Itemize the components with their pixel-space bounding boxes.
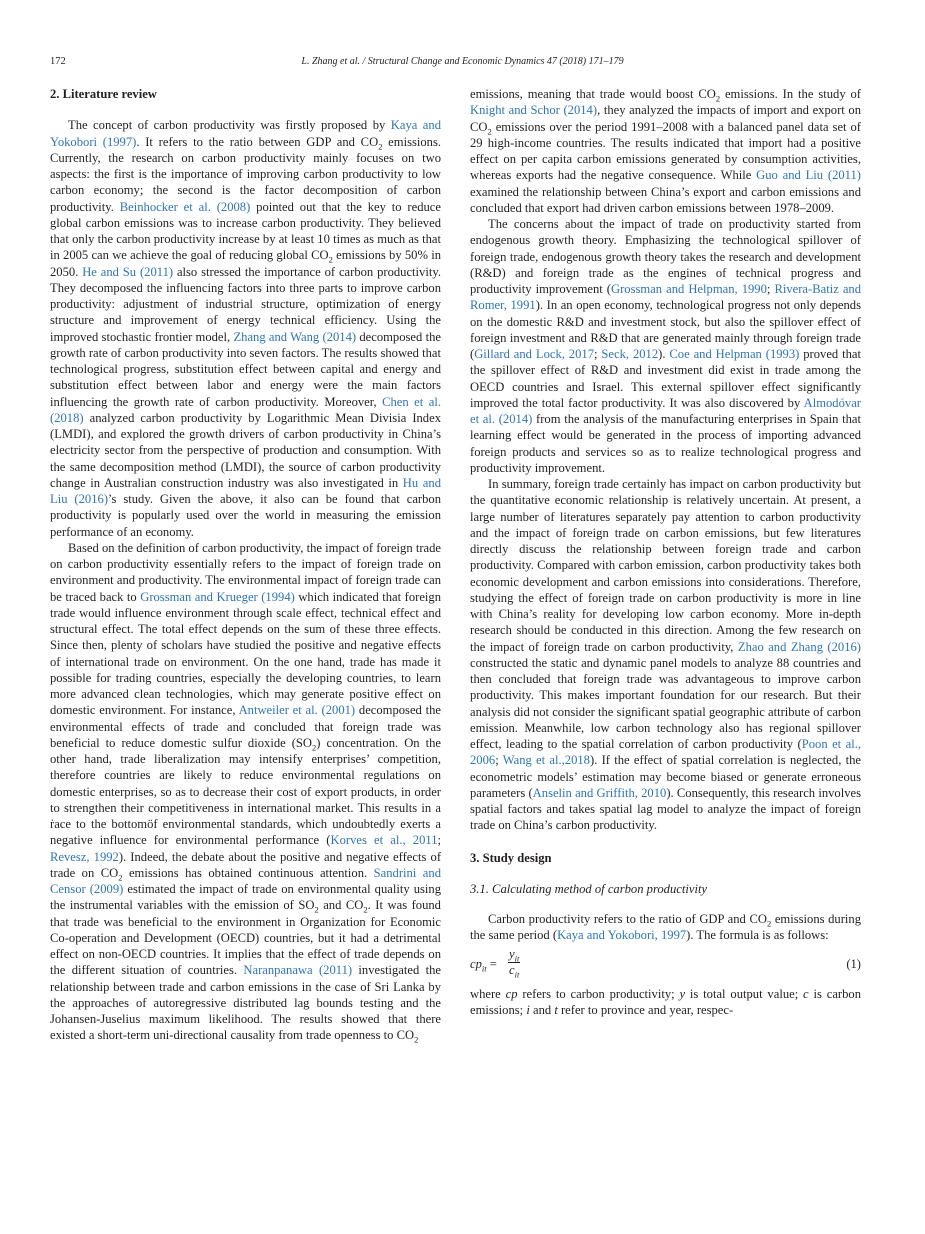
citation-link[interactable]: Anselin and Griffith, 2010 [532, 785, 667, 800]
left-column [50, 86, 441, 1044]
page-number: 172 [50, 56, 66, 67]
right-column [470, 86, 861, 1018]
citation-link[interactable]: Poon et al., 2006 [470, 737, 862, 768]
running-header: L. Zhang et al. / Structural Change and Economic Dynamics 47 (2018) 171–179 [301, 56, 624, 67]
equation-denominator: $c_{it}$ [509, 962, 520, 980]
citation-link[interactable]: Grossman and Helpman, 1990 [611, 282, 767, 296]
citation-link[interactable]: Gillard and Lock, 2017 [474, 347, 594, 361]
citation-link[interactable]: Sandrini and Censor (2009) [50, 865, 441, 896]
paragraph: Carbon productivity refers to the ratio of GDP and $CO_2$ emissions during the same period (Kaya and Yokobori, 1997). The formula is as follows: [470, 912, 862, 943]
citation-link[interactable]: He and Su (2011) [82, 264, 174, 279]
citation-link[interactable]: Kaya and Yokobori, 1997 [557, 928, 687, 943]
section-heading: 2. Literature review [50, 87, 157, 101]
subsection-heading: 3.1. Calculating method of carbon productivity [470, 881, 708, 896]
paragraph: In summary, foreign trade certainly has impact on carbon productivity but the quantitative economic relationship is relatively uncertain. At present, a large number of literatures separately pay attention to carbon productivity and the impact of foreign trade on carbon emissions, but few literatures directly discuss the relationship between foreign trade and carbon productivity. Compared with carbon emission, carbon productivity takes both economic development and carbon emissions into considerations. Therefore, studying the effect of foreign trade on carbon productivity is more in line with China’s reality for developing low carbon economy. More in-depth research should be conducted in this direction. Among the few research on the impact of foreign trade on carbon productivity, Zhao and Zhang (2016) constructed the static and dynamic panel models to analyze 88 countries and then concluded that foreign trade was advantageous to improve carbon productivity. This makes important foundation for our research. But their analysis did not consider the significant spatial geographic attribute of carbon emission. Meanwhile, low carbon technology also has regional spillover effect, leading to the spatial correlation of carbon productivity (Poon et al., 2006; Wang et al.,2018). If the effect of spatial correlation is neglected, the econometric models’ estimation may become biased or generate erroneous parameters (Anselin and Griffith, 2010). Consequently, this research involves spatial factors and takes spatial lag model to analyze the impact of foreign trade on China’s carbon productivity. [470, 477, 862, 833]
citation-link[interactable]: Guo and Liu (2011) [756, 168, 861, 183]
citation-link[interactable]: Zhao and Zhang (2016) [737, 639, 861, 654]
equation-numerator: $y_{it}$ [509, 946, 520, 964]
citation-link[interactable]: Seck, 2012 [601, 347, 659, 361]
paragraph: The concerns about the impact of trade on productivity started from endogenous growth theory. Emphasizing the technological spillover of foreign trade, endogenous growth theory takes the research and development (R&D) and foreign trade as the engines of technical progress and productivity improvement (Grossman and Helpman, 1990; Rivera-Batiz and Romer, 1991). In an open economy, technological progress not only depends on the domestic R&D and investment stock, but also the spillover effect of foreign investment and R&D that are generated mainly through foreign trade (Gillard and Lock, 2017; Seck, 2012). Coe and Helpman (1993) proved that the spillover effect of R&D and investment did exist in trade among the OECD countries and Israel. This external spillover effect significantly improved the total factor productivity. It was also discovered by Almodóvar et al. (2014) from the analysis of the manufacturing enterprises in Spain that learning effect would be generated in the process of importing advanced foreign products and services so as to realize technological progress and productivity improvement. [470, 217, 862, 475]
citation-link[interactable]: Knight and Schor (2014) [470, 103, 598, 118]
citation-link[interactable]: Antweiler et al. (2001) [238, 703, 356, 718]
paragraph: Based on the definition of carbon productivity, the impact of foreign trade on carbon productivity essentially refers to the impact of foreign trade on environment and productivity. The environmental impact of foreign trade can be traced back to Grossman and Krueger (1994) which indicated that foreign trade would influence environment through scale effect, technical effect and structural effect. The total effect depends on the sum of these three effects. Since then, plenty of scholars have studied the positive and negative effects of international trade on environment. On the one hand, trade has made it possible for trading countries, especially the developing countries, to learn more advanced clean technologies, which may generate positive effect on domestic environment. For instance, Antweiler et al. (2001) decomposed the environmental effects of trade and concluded that foreign trade was beneficial to reduce domestic sulfur dioxide $(SO_2)$ concentration. On the other hand, trade liberalization may intensify enterprises’ competition, therefore countries are likely to reduce environmental regulations on domestic enterprises, so as to decrease their cost of export products, in order to strengthen their competitiveness in international market. This results in a ṙace to the bottomöf environmental standards, which undoubtedly exerts a negative influence for environmental performance (Korves et al., 2011; Revesz, 1992). Indeed, the debate about the positive and negative effects of trade on $CO_2$ emissions has obtained continuous attention. Sandrini and Censor (2009) estimated the impact of trade on environmental quality using the instrumental variables with the emission of $SO_2$ and $CO_2$. It was found that trade was beneficial to the environment in Organization for Economic Co-operation and Development (OECD) countries, but it had a detrimental effect on non-OECD countries. It implies that the effect of trade depends on the different situation of countries. Naranpanawa (2011) investigated the relationship between trade and carbon emissions in the case of Sri Lanka by the approaches of autoregressive distributed lag bounds testing and the Johansen-Juselius maximum likelihood. The results showed that there existed a short-term uni-directional causality from trade openness to $CO_2$ [50, 540, 442, 1045]
citation-link[interactable]: Hu and Liu (2016) [50, 475, 441, 506]
citation-link[interactable]: Wang et al.,2018 [502, 753, 590, 768]
citation-link[interactable]: Almodóvar et al. (2014) [470, 395, 861, 426]
citation-link[interactable]: Korves et al., 2011 [330, 833, 438, 848]
citation-link[interactable]: Chen et al. (2018) [50, 394, 441, 425]
citation-link[interactable]: Rivera-Batiz and Romer, 1991 [470, 282, 862, 313]
citation-link[interactable]: Revesz, 1992 [50, 849, 119, 864]
section-heading: 3. Study design [470, 850, 552, 865]
citation-link[interactable]: Beinhocker et al. (2008) [119, 199, 251, 214]
citation-link[interactable]: Coe and Helpman (1993) [669, 347, 800, 361]
citation-link[interactable]: Naranpanawa (2011) [243, 963, 353, 978]
paragraph: emissions, meaning that trade would boost $CO_2$ emissions. In the study of Knight and Schor (2014), they analyzed the impacts of import and export on $CO_2$ emissions over the period 1991–2008 with a balanced panel data set of 29 high-income countries. The results indicated that import had a positive effect on per capita carbon emissions generated by consumption activities, whereas exports had the negative consequence. While Guo and Liu (2011) examined the relationship between China’s export and carbon emissions and concluded that export had driven carbon emissions between 1978–2009. [470, 87, 861, 215]
equation [470, 948, 861, 980]
equation-fraction [508, 947, 520, 978]
citation-link[interactable]: Zhang and Wang (2014) [233, 329, 357, 344]
equation-number: (1) [846, 956, 861, 971]
citation-link[interactable]: Grossman and Krueger (1994) [140, 589, 295, 604]
equation-lhs: $cp_{it}$ = [470, 956, 497, 974]
paragraph: The concept of carbon productivity was firstly proposed by Kaya and Yokobori (1997). It refers to the ratio between GDP and $CO_2$ emissions. Currently, the research on carbon productivity mainly focuses on two aspects: the first is the importance of improving carbon productivity to low carbon economy; the second is the factor decomposition of carbon productivity. Beinhocker et al. (2008) pointed out that the key to reduce global carbon emissions was to increase carbon productivity. They believed that only the carbon productivity increase by at least 10 times as much as that in 2005 can we achieve the goal of reducing global $CO_2$ emissions by 50% in 2050. He and Su (2011) also stressed the importance of carbon productivity. They decomposed the influencing factors into three parts to improve carbon productivity: adjustment of industrial structure, optimization of energy structure and improvement of energy technical efficiency. Using the improved stochastic frontier model, Zhang and Wang (2014) decomposed the growth rate of carbon productivity into seven factors. The results showed that technological progress, substitution effect between capital and energy and substitution effect between labor and energy were the main factors influencing the growth rate of carbon productivity. Moreover, Chen et al. (2018) analyzed carbon productivity by Logarithmic Mean Divisia Index (LMDI), and explored the growth drivers of carbon productivity in China’s electricity sector from the perspective of production and consumption. With the same decomposition method (LMDI), the source of carbon productivity change in Australian construction industry was also investigated in Hu and Liu (2016)’s study. Given the above, it also can be found that carbon productivity is popularly used over the world in measuring the emission performance of an economy. [50, 118, 442, 539]
citation-link[interactable]: Kaya and Yokobori (1997) [50, 118, 441, 149]
paragraph: where cp refers to carbon productivity; y is total output value; c is carbon emissions; i and t refer to province and year, respec- [470, 986, 861, 1017]
